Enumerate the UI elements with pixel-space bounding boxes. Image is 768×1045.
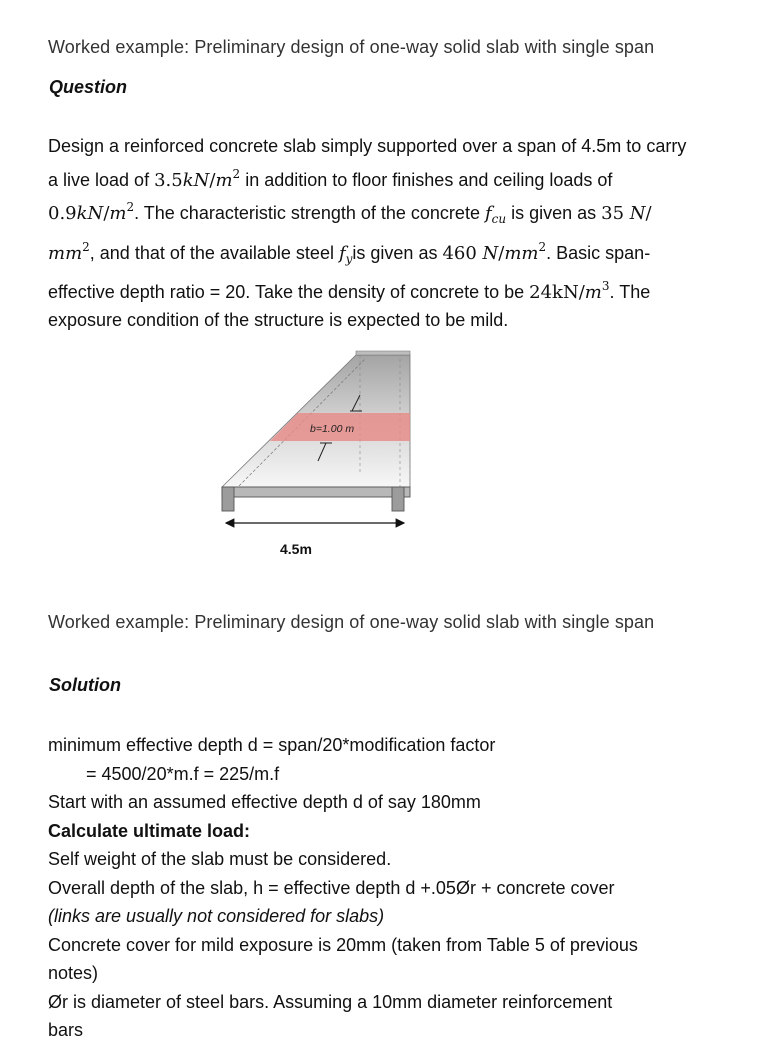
solution-line-1: minimum effective depth d = span/20*modification factor: [48, 735, 496, 755]
solution-line-10: Ør is diameter of steel bars. Assuming a 10mm diameter reinforcement: [48, 991, 613, 1012]
strip-width-label: b=1.00 m: [310, 423, 355, 435]
math-unit: kN: [182, 169, 210, 191]
solution-line-3: Start with an assumed effective depth d of say 180mm: [48, 792, 481, 812]
math-symbol: f: [338, 242, 346, 264]
solution-line-8: Concrete cover for mild exposure is 20mm (taken from Table 5 of previous: [48, 934, 638, 955]
solution-line-2: = 4500/20*m.f = 225/m.f: [86, 763, 280, 784]
question-line-5: [48, 273, 748, 307]
math-value: 460: [442, 242, 483, 264]
math-unit: N: [629, 203, 646, 224]
solution-label: Solution: [49, 675, 121, 695]
math-value: 0.9: [48, 203, 77, 224]
solution-body: [48, 731, 748, 1045]
solution-line-5: Self weight of the slab must be considered.: [48, 849, 392, 869]
math-value: 35: [601, 203, 630, 224]
math-slash: /: [103, 203, 110, 224]
solution-subheading: Calculate ultimate load:: [48, 820, 251, 841]
math-unit: m: [584, 282, 602, 303]
solution-line-6: Overall depth of the slab, h = effective depth d +.05Ør + concrete cover: [48, 877, 615, 898]
question-label: Question: [49, 77, 128, 97]
text: , and that of the available steel: [89, 242, 339, 263]
math-subscript: cu: [491, 212, 507, 226]
solution-line-7: (links are usually not considered for slabs): [48, 906, 385, 926]
question-paragraph: [48, 133, 748, 334]
math-slash: /: [578, 282, 585, 303]
page-heading: Worked example: Preliminary design of one-way solid slab with single span: [48, 37, 655, 57]
question-line-4: [48, 234, 748, 274]
math-unit: m: [109, 203, 127, 224]
math-value: 24kN: [529, 282, 579, 303]
math-unit: mm: [504, 242, 539, 264]
question-line-6: exposure condition of the structure is expected to be mild.: [48, 309, 509, 330]
question-line-2: [48, 161, 748, 195]
math-value: 3.5: [154, 169, 183, 191]
math-unit: m: [215, 169, 233, 191]
math-superscript: 2: [82, 239, 90, 254]
math-superscript: 2: [126, 200, 135, 214]
left-support: [222, 487, 234, 511]
math-slash: /: [645, 203, 652, 224]
math-slash: /: [498, 242, 505, 264]
math-symbol: f: [484, 203, 492, 224]
solution-line-11: bars: [48, 1020, 84, 1040]
math-slash: /: [209, 169, 216, 191]
text: is given as: [352, 242, 443, 263]
math-unit: N: [482, 242, 499, 264]
text: . The: [609, 282, 651, 302]
math-superscript: 2: [232, 166, 241, 181]
solution-line-9: notes): [48, 963, 99, 983]
math-subscript: y: [345, 251, 353, 266]
math-unit: mm: [48, 242, 83, 264]
question-line-3: [48, 194, 748, 234]
text: effective depth ratio = 20. Take the density of concrete to be: [48, 282, 530, 302]
text: is given as: [506, 203, 602, 223]
text: . Basic span-: [546, 242, 651, 263]
right-support: [392, 487, 404, 511]
math-unit: kN: [76, 203, 104, 224]
math-superscript: 3: [601, 279, 610, 293]
slab-far-edge: [356, 351, 410, 355]
question-line-1: Design a reinforced concrete slab simply supported over a span of 4.5m to carry: [48, 136, 687, 156]
span-label: 4.5m: [280, 541, 312, 557]
slab-front-edge: [222, 487, 410, 497]
text: in addition to floor finishes and ceiling loads of: [240, 169, 613, 190]
solution-heading: Worked example: Preliminary design of one-way solid slab with single span: [48, 612, 655, 632]
math-superscript: 2: [538, 239, 547, 254]
slab-diagram: [210, 345, 420, 570]
text: a live load of: [48, 169, 155, 190]
text: . The characteristic strength of the concrete: [134, 203, 485, 223]
